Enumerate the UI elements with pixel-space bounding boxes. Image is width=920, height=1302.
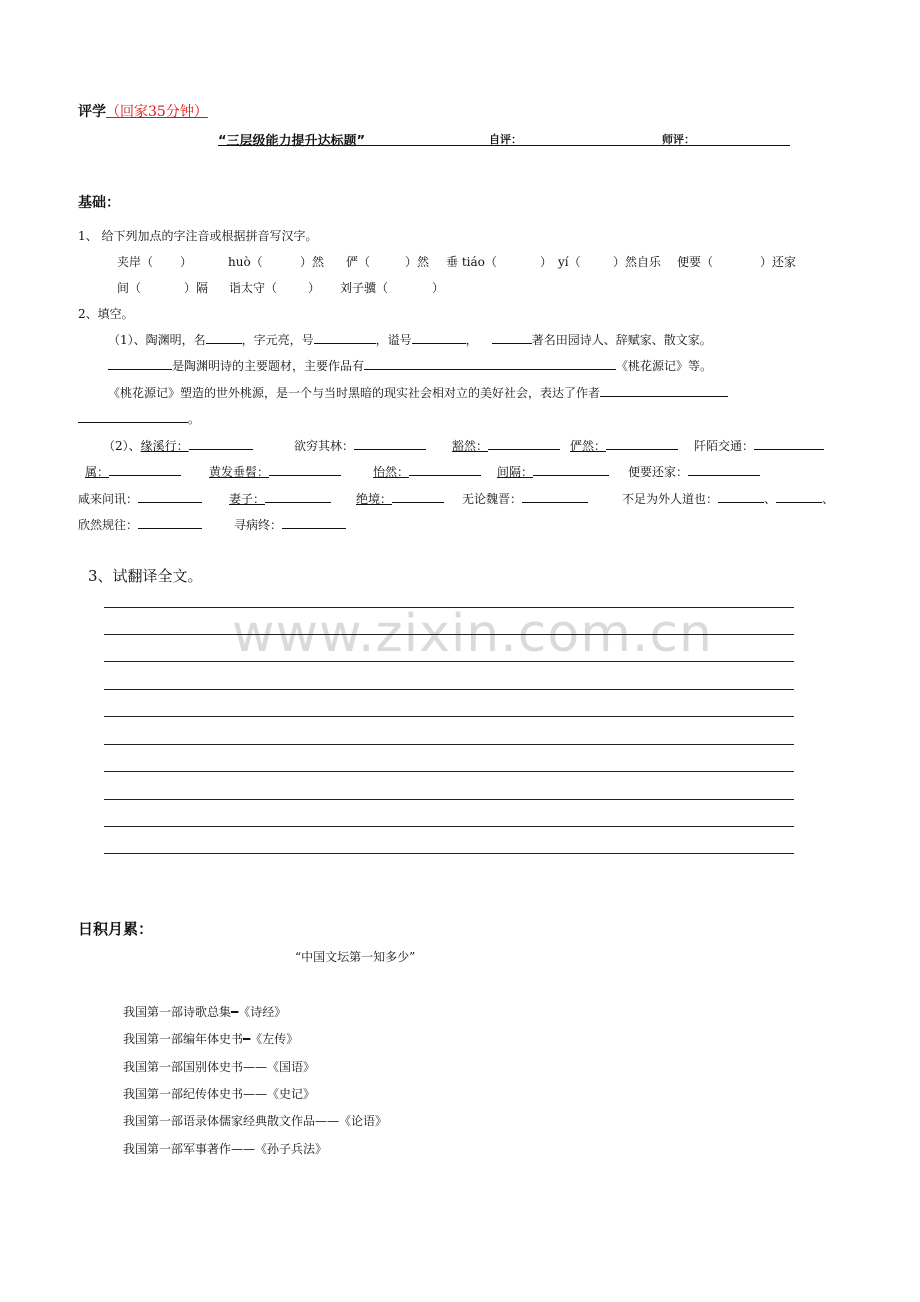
answer-line[interactable] [104, 771, 794, 772]
q1-label: 1、 给下列加点的字注音或根据拼音写汉字。 [78, 229, 318, 243]
daily-heading: 日积月累： [78, 920, 154, 938]
word-label: 寻病终： [234, 518, 283, 532]
word-item [570, 437, 678, 454]
fill-blank[interactable] [282, 516, 346, 529]
word-item [209, 463, 341, 480]
answer-line[interactable] [104, 853, 794, 854]
word-label: 属： [85, 465, 110, 479]
p1-text: （1）、陶渊明，名 [108, 333, 206, 347]
q1-row2-item: 刘子骥（ [340, 281, 389, 295]
p1-text: 著名田园诗人、辞赋家、散文家。 [531, 333, 712, 347]
q2-p4 [78, 410, 200, 427]
answer-line[interactable] [104, 661, 794, 662]
word-item [462, 490, 588, 507]
daily-item: 我国第一部纪传体史书——《史记》 [123, 1087, 316, 1101]
answer-line[interactable] [104, 716, 794, 717]
fill-blank[interactable] [488, 437, 560, 450]
fill-blank[interactable] [412, 331, 466, 344]
daily-item: 我国第一部语录体儒家经典散文作品——《论语》 [123, 1114, 388, 1128]
word-item [497, 463, 609, 480]
q1-row1-item: ）然自乐 [613, 255, 662, 269]
word-label: 怡然： [373, 465, 410, 479]
fill-blank[interactable] [269, 463, 341, 476]
q1-row1-item: 俨（ [346, 255, 371, 269]
word-label: 缘溪行： [140, 439, 189, 453]
basics-heading: 基础： [78, 195, 120, 211]
q1-row1-item: ）然 [300, 255, 325, 269]
fill-blank[interactable] [109, 463, 181, 476]
daily-title: “中国文坛第一知多少” [295, 950, 416, 964]
fill-blank[interactable] [78, 410, 188, 423]
fill-blank[interactable] [138, 516, 202, 529]
daily-item: 我国第一部军事著作——《孙子兵法》 [123, 1142, 328, 1156]
q1-row1-item: 垂 tiáo（ [446, 255, 497, 269]
p2-text: 是陶渊明诗的主要题材，主要作品有 [172, 359, 365, 373]
q2-label: 2、填空。 [78, 307, 134, 321]
q1-row2-item: 间（ [117, 281, 142, 295]
word-label: 黄发垂髫： [209, 465, 270, 479]
time-note: （回家35分钟） [106, 104, 208, 120]
word-item [694, 437, 824, 454]
fill-blank[interactable] [492, 331, 532, 344]
word-item [78, 516, 202, 533]
answer-line[interactable] [104, 607, 794, 608]
fill-blank[interactable] [688, 463, 760, 476]
daily-item: 我国第一部诗歌总集━《诗经》 [123, 1005, 287, 1019]
fill-blank[interactable] [314, 331, 376, 344]
q1-row1-item: ） [180, 255, 193, 269]
fill-blank[interactable] [364, 357, 616, 370]
fill-blank[interactable] [265, 490, 331, 503]
word-item [452, 437, 560, 454]
word-item [85, 463, 181, 480]
word-item [234, 516, 346, 533]
q1-row1-item: 便要（ [677, 255, 714, 269]
fill-blank[interactable] [718, 490, 764, 503]
fill-blank[interactable] [189, 437, 253, 450]
p2-text: 《桃花源记》等。 [616, 359, 713, 373]
word-item [78, 490, 202, 507]
fill-blank[interactable] [606, 437, 678, 450]
word-label: 豁然： [452, 439, 489, 453]
p1-text: ，字元亮，号 [241, 333, 314, 347]
fill-blank[interactable] [600, 384, 728, 397]
word-label: 间隔： [497, 465, 534, 479]
separator: 、 [764, 492, 777, 506]
q1-row1-item: ）然 [405, 255, 430, 269]
fill-blank[interactable] [392, 490, 444, 503]
fill-blank[interactable] [522, 490, 588, 503]
q2-p3 [108, 384, 728, 401]
q1-row1-item: 夹岸（ [117, 255, 154, 269]
separator: 、 [822, 492, 835, 506]
word-label: 欣然规往： [78, 518, 139, 532]
word-label: 阡陌交通： [694, 439, 755, 453]
q1-row1-item: yí（ [558, 255, 581, 269]
answer-line[interactable] [104, 826, 794, 827]
word-label: 绝境： [356, 492, 393, 506]
p4-text: 。 [188, 412, 201, 426]
p1-text: ，谥号 [375, 333, 412, 347]
word-item [628, 463, 760, 480]
answer-line[interactable] [104, 634, 794, 635]
fill-blank[interactable] [409, 463, 481, 476]
word-label: 便要还家： [628, 465, 689, 479]
title-text: 评学 [78, 104, 106, 120]
daily-item: 我国第一部国别体史书——《国语》 [123, 1060, 316, 1074]
q1-row1-item: ） [540, 255, 553, 269]
p3-text: 《桃花源记》塑造的世外桃源，是一个与当时黑暗的现实社会相对立的美好社会，表达了作者 [108, 386, 601, 400]
q2-p2 [108, 357, 712, 374]
fill-blank[interactable] [354, 437, 426, 450]
q1-row2-item: ） [308, 281, 321, 295]
word-label: 俨然： [570, 439, 607, 453]
word-label: 咸来问讯： [78, 492, 139, 506]
fill-blank[interactable] [206, 331, 242, 344]
fill-blank[interactable] [138, 490, 202, 503]
q1-row2-item: ）隔 [184, 281, 209, 295]
word-item [356, 490, 444, 507]
p1-text: ， [465, 333, 478, 347]
self-eval-label: 自评： [489, 133, 522, 146]
word-label: 欲穷其林： [294, 439, 355, 453]
fill-blank[interactable] [108, 357, 172, 370]
header-title [78, 101, 208, 121]
word-label: 妻子： [229, 492, 266, 506]
word-label: 不足为外人道也： [622, 492, 719, 506]
fill-blank[interactable] [533, 463, 609, 476]
fill-blank[interactable] [754, 437, 824, 450]
translate-label: 3、试翻译全文。 [88, 567, 203, 585]
q1-row2-item: ） [432, 281, 445, 295]
word-label: 无论魏晋： [462, 492, 523, 506]
word-label-prefix: （2）、 [103, 439, 141, 453]
word-item [373, 463, 481, 480]
answer-line[interactable] [104, 689, 794, 690]
word-item [229, 490, 331, 507]
answer-line[interactable] [104, 744, 794, 745]
daily-item: 我国第一部编年体史书━《左传》 [123, 1032, 299, 1046]
word-item [103, 437, 253, 454]
word-item [622, 490, 834, 507]
answer-line[interactable] [104, 799, 794, 800]
fill-blank[interactable] [776, 490, 822, 503]
word-item [294, 437, 426, 454]
q1-row2-item: 诣太守（ [229, 281, 278, 295]
subtitle: “三层级能力提升达标题” [218, 134, 366, 149]
teacher-eval-label: 师评： [662, 133, 695, 146]
watermark: www.zixin.com.cn [232, 604, 713, 664]
q2-p1 [108, 331, 712, 348]
q1-row1-item: ）还家 [760, 255, 797, 269]
q1-row1-item: huò（ [228, 255, 263, 269]
